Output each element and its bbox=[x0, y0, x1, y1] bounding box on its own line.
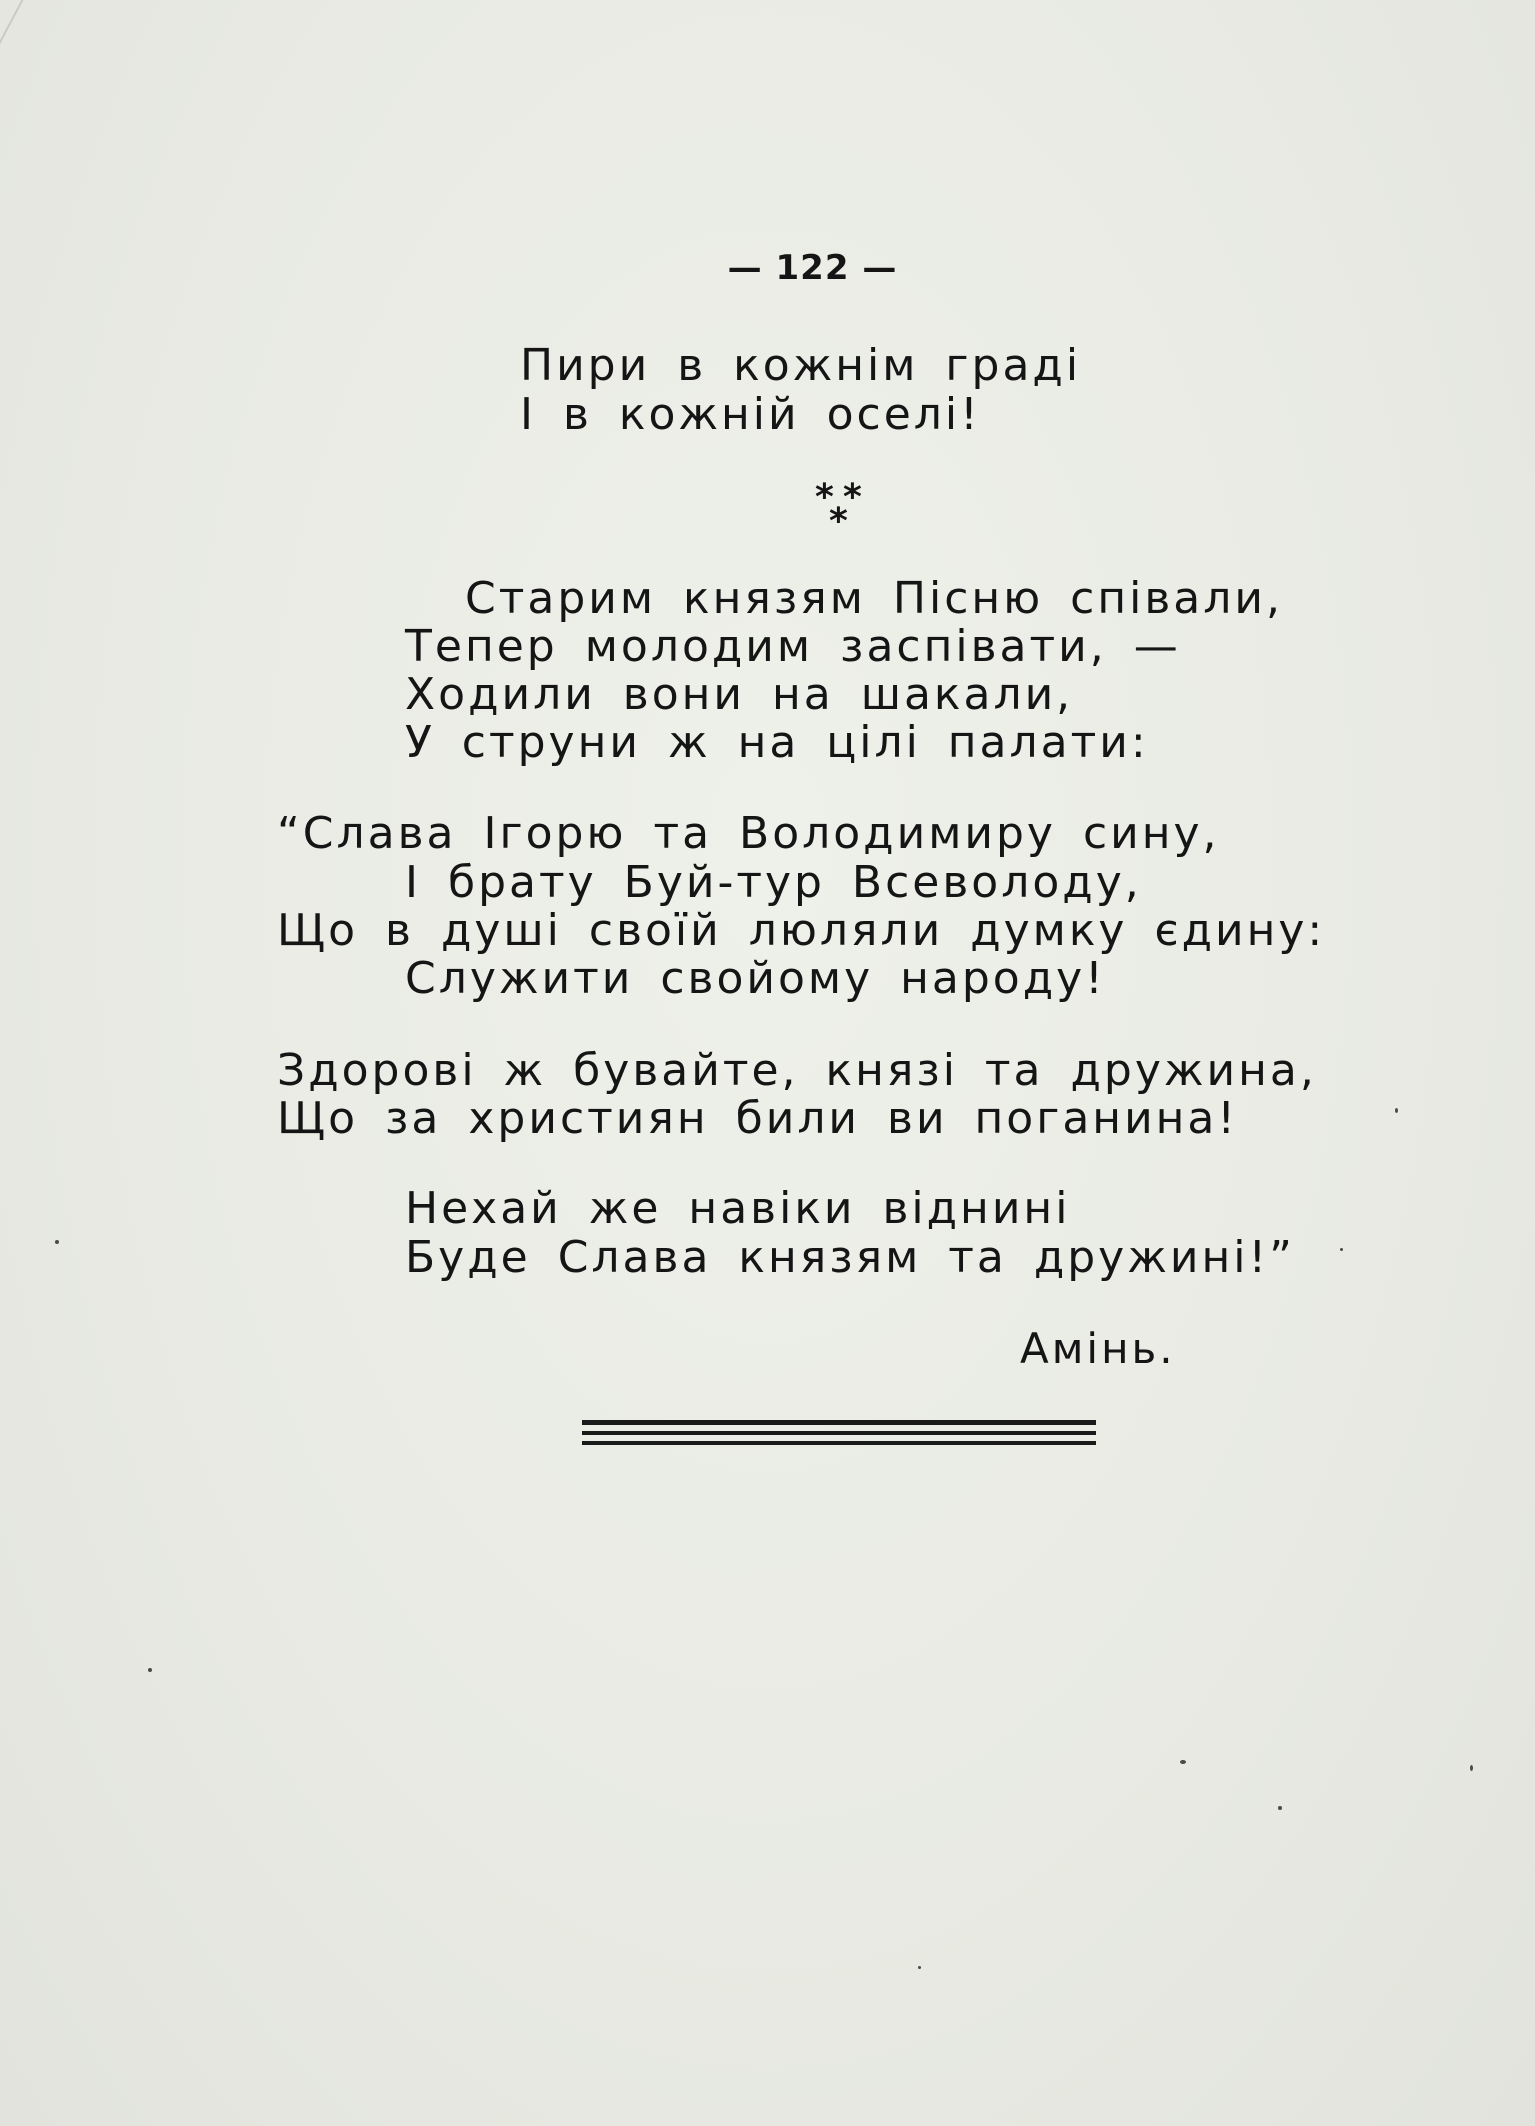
end-rule-bottom bbox=[582, 1441, 1096, 1445]
closing-amen: Амінь. bbox=[1020, 1324, 1176, 1373]
separator-star-1: * bbox=[815, 477, 834, 518]
end-rule-top bbox=[582, 1420, 1096, 1425]
separator-star-3: * bbox=[829, 501, 848, 542]
stanza-1-line-4: У струни ж на цілі палати: bbox=[405, 717, 1149, 768]
paper-speck bbox=[1278, 1806, 1282, 1810]
end-rule-middle bbox=[582, 1431, 1096, 1435]
stanza-2-line-3: Що в душі своїй люляли думку єдину: bbox=[277, 905, 1326, 956]
page-edge-mark bbox=[0, 0, 71, 61]
stanza-1-line-1: Старим князям Пісню співали, bbox=[465, 573, 1283, 624]
paper-speck bbox=[55, 1240, 59, 1244]
paper-speck bbox=[918, 1966, 921, 1969]
intro-line-1: Пири в кожнім граді bbox=[520, 340, 1082, 391]
stanza-3-line-2: Що за християн били ви поганина! bbox=[277, 1093, 1239, 1144]
paper-speck bbox=[1470, 1765, 1473, 1771]
stanza-2-line-2: І брату Буй-тур Всеволоду, bbox=[405, 857, 1142, 908]
paper-speck bbox=[148, 1668, 152, 1672]
stanza-4-line-1: Нехай же навіки віднині bbox=[405, 1183, 1071, 1234]
stanza-4-line-2: Буде Слава князям та дружині!” bbox=[405, 1232, 1295, 1283]
separator-star-2: * bbox=[843, 477, 862, 518]
intro-line-2: І в кожній оселі! bbox=[520, 389, 981, 440]
asterism-separator bbox=[805, 477, 885, 550]
paper-speck bbox=[1180, 1760, 1186, 1764]
stanza-2-line-4: Служити свойому народу! bbox=[405, 953, 1106, 1004]
paper-speck bbox=[1340, 1248, 1343, 1251]
stanza-3-line-1: Здорові ж бувайте, князі та дружина, bbox=[277, 1045, 1317, 1096]
page-number: — 122 — bbox=[727, 248, 898, 288]
stanza-1-line-3: Ходили вони на шакали, bbox=[405, 669, 1074, 720]
stanza-2-line-1: “Слава Ігорю та Володимиру сину, bbox=[277, 808, 1220, 859]
paper-speck bbox=[1395, 1108, 1398, 1113]
stanza-1-line-2: Тепер молодим заспівати, — bbox=[405, 621, 1181, 672]
